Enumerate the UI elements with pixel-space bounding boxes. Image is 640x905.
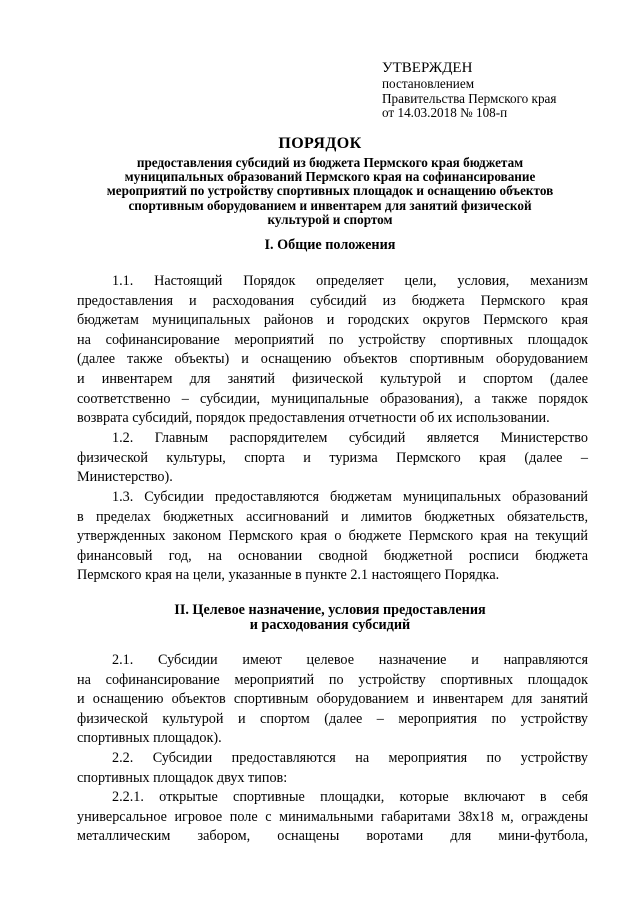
section-heading-text: II. Целевое назначение, условия предоставления (174, 602, 486, 618)
text-line: металлическим забором, оснащены воротами для мини-футбола, (77, 828, 588, 845)
approval-line: постановлением (382, 76, 475, 91)
text-line: и инвентарем для занятий физической культурой и спортом (далее (77, 370, 588, 387)
text-line: в пределах бюджетных ассигнований и лимитов бюджетных обязательств, (77, 508, 588, 525)
section-heading (60, 238, 600, 253)
text-line: спортивных площадок). (77, 730, 222, 747)
text-line: предоставления и расходования субсидий из бюджета Пермского края (77, 292, 588, 309)
text-line: утвержденных законом Пермского края о бюджете Пермского края на текущий (77, 528, 588, 545)
section-heading-text: I. Общие положения (264, 237, 396, 253)
approval-stamp (382, 60, 556, 121)
text-line: финансовый год, на основании сводной бюджетной росписи бюджета (77, 547, 588, 564)
paragraph-2-1 (77, 651, 588, 749)
text-line: (далее также объекты) и оснащению объектов спортивным оборудованием (77, 351, 588, 368)
paragraph-1-3 (77, 488, 588, 586)
approval-line: Правительства Пермского края (382, 90, 557, 106)
text-line: и оснащению объектов спортивным оборудованием и инвентарем для занятий (77, 691, 588, 708)
subtitle-line: культурой и спортом (267, 211, 393, 227)
text-line: на софинансирование мероприятий по устройству спортивных площадок (77, 671, 588, 688)
text-line: 1.2. Главным распорядителем субсидий является Министерство (112, 430, 588, 446)
text-line: 2.2.1. открытые спортивные площадки, которые включают в себя (112, 789, 588, 805)
text-line: физической культуры, спорта и туризма Пермского края (далее – (77, 449, 588, 466)
paragraph-1-2 (77, 429, 588, 488)
text-line: возврата субсидий, порядок предоставления отчетности об их использовании. (77, 410, 550, 427)
paragraph-2-2-1 (77, 788, 588, 847)
text-line: 2.1. Субсидии имеют целевое назначение и направляются (112, 652, 588, 668)
text-line: на софинансирование мероприятий по устройству спортивных площадок (77, 331, 588, 348)
subtitle-line: спортивным оборудованием и инвентарем для занятий физической (128, 197, 532, 213)
paragraph-2-2 (77, 749, 588, 788)
subtitle-line: мероприятий по устройству спортивных площадок и оснащению объектов (106, 183, 554, 199)
section-heading (60, 603, 600, 632)
text-line: 2.2. Субсидии предоставляются на мероприятия по устройству (112, 750, 588, 766)
approval-title: УТВЕРЖДЕН (382, 60, 473, 76)
document-title: ПОРЯДОК (278, 135, 362, 152)
text-line: универсальное игровое поле с минимальными габаритами 38х18 м, ограждены (77, 808, 588, 825)
text-line: соответственно – субсидии, муниципальные образования), а также порядок (77, 390, 588, 407)
text-line: 1.1. Настоящий Порядок определяет цели, условия, механизм (112, 273, 588, 289)
text-line: 1.3. Субсидии предоставляются бюджетам муниципальных образований (112, 489, 588, 505)
text-line: спортивных площадок двух типов: (77, 769, 288, 786)
text-line: бюджетам муниципальных районов и городских округов Пермского края (77, 312, 588, 329)
text-line: физической культурой и спортом (далее – мероприятия по устройству (77, 710, 588, 727)
document-subtitle (80, 156, 580, 227)
paragraph-1-1 (77, 272, 588, 429)
text-line: Министерство). (77, 469, 173, 486)
text-line: Пермского края на цели, указанные в пункте 2.1 настоящего Порядка. (77, 567, 500, 584)
subtitle-line: предоставления субсидий из бюджета Пермского края бюджетам (136, 155, 524, 170)
approval-line: от 14.03.2018 № 108-п (382, 105, 508, 121)
subtitle-line: муниципальных образований Пермского края на софинансирование (124, 169, 536, 185)
section-heading-text: и расходования субсидий (249, 616, 411, 633)
